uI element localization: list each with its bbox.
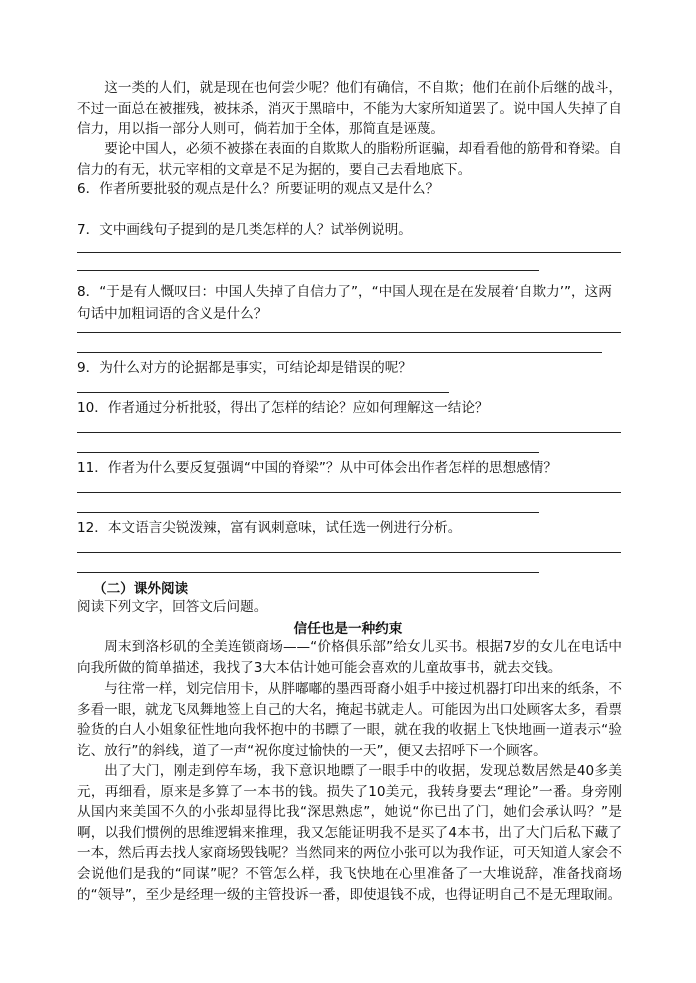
reading-instruction: 阅读下列文字，回答文后问题。 [77,599,268,615]
question-11: 11．作者为什么要反复强调“中国的脊梁”？从中可体会出作者怎样的思想感情？ [77,460,557,476]
question-7: 7．文中画线句子提到的是几类怎样的人？试举例说明。 [77,222,412,238]
article-paragraph-2: 与往常一样，划完信用卡，从胖嘟嘟的墨西哥裔小姐手中接过机器打印出来的纸条，不多看一眼，就龙飞凤舞地签上自己的大名，掩起书就走人。可能因为出口处顾客太多，看票验货的白人小姐象征性地向我怀抱中的书瞟了一眼，就在我的收据上飞快地画一道表示“验讫、放行”的斜线，道了一声“祝你度过愉快的一天”，便又去招呼下一个顾客。 [77,681,622,759]
answer-line[interactable] [77,270,539,271]
article-paragraph-3: 出了大门，刚走到停车场，我下意识地瞟了一眼手中的收据，发现总数居然是40多美元，再细看，原来是多算了一本书的钱。损失了10美元，我转身要去“理论”一番。身旁刚从国内来美国不久的小张却显得比我“深思熟虑”，她说“你已出了门，她们会承认吗？”是啊，以我们惯例的思维逻辑来推理，我又怎能证明我不是买了4本书，出了大门后私下藏了一本，然后再去找人家商场毁钱呢？当然同来的两位小张可以为我作证，可天知道人家会不会说他们是我的“同谋”呢？不管怎么样，我飞快地在心里准备了一大堆说辞，准备找商场的“领导”，至少是经理一级的主管投诉一番，即使退钱不成，也得证明自己不是无理取闹。 [77,763,622,903]
answer-line[interactable] [77,252,621,253]
article-paragraph-1: 周末到洛杉矶的全美连锁商场——“价格俱乐部”给女儿买书。根据7岁的女儿在电话中向我所做的简单描述，我找了3大本估计她可能会喜欢的儿童故事书，就去交钱。 [77,639,622,676]
passage-paragraph-2: 要论中国人，必须不被搽在表面的自欺欺人的脂粉所诓骗，却看看他的筋骨和脊梁。自信力的有无，状元宰相的文章是不足为据的，要自己去看地底下。 [77,141,622,178]
section-heading: （二）课外阅读 [93,581,189,597]
answer-line[interactable] [77,452,539,453]
answer-line[interactable] [77,352,602,353]
passage-paragraph-1: 这一类的人们，就是现在也何尝少呢？他们有确信，不自欺；他们在前仆后继的战斗，不过一面总在被摧残，被抹杀，消灭于黑暗中，不能为大家所知道罢了。说中国人失掉了自信力，用以指一部分人则可，倘若加于全体，那简直是诬蔑。 [77,80,622,138]
question-9: 9．为什么对方的论据都是事实，可结论却是错误的呢？ [77,360,412,376]
answer-line[interactable] [77,552,621,553]
question-10: 10．作者通过分析批驳，得出了怎样的结论？应如何理解这一结论？ [77,400,489,416]
answer-line[interactable] [77,332,621,333]
answer-line[interactable] [77,392,449,393]
answer-line[interactable] [77,432,621,433]
answer-line[interactable] [77,492,621,493]
answer-line[interactable] [77,512,539,513]
answer-line[interactable] [77,572,539,573]
question-8: 8．“于是有人慨叹曰：中国人失掉了自信力了”，“中国人现在是在发展着‘自欺力’”，这两句话中加粗词语的含义是什么？ [77,284,612,322]
question-6: 6．作者所要批驳的观点是什么？所要证明的观点又是什么？ [77,181,440,197]
question-12: 12．本文语言尖锐泼辣，富有讽刺意味，试任选一例进行分析。 [77,520,462,536]
article-title: 信任也是一种约束 [293,621,403,637]
